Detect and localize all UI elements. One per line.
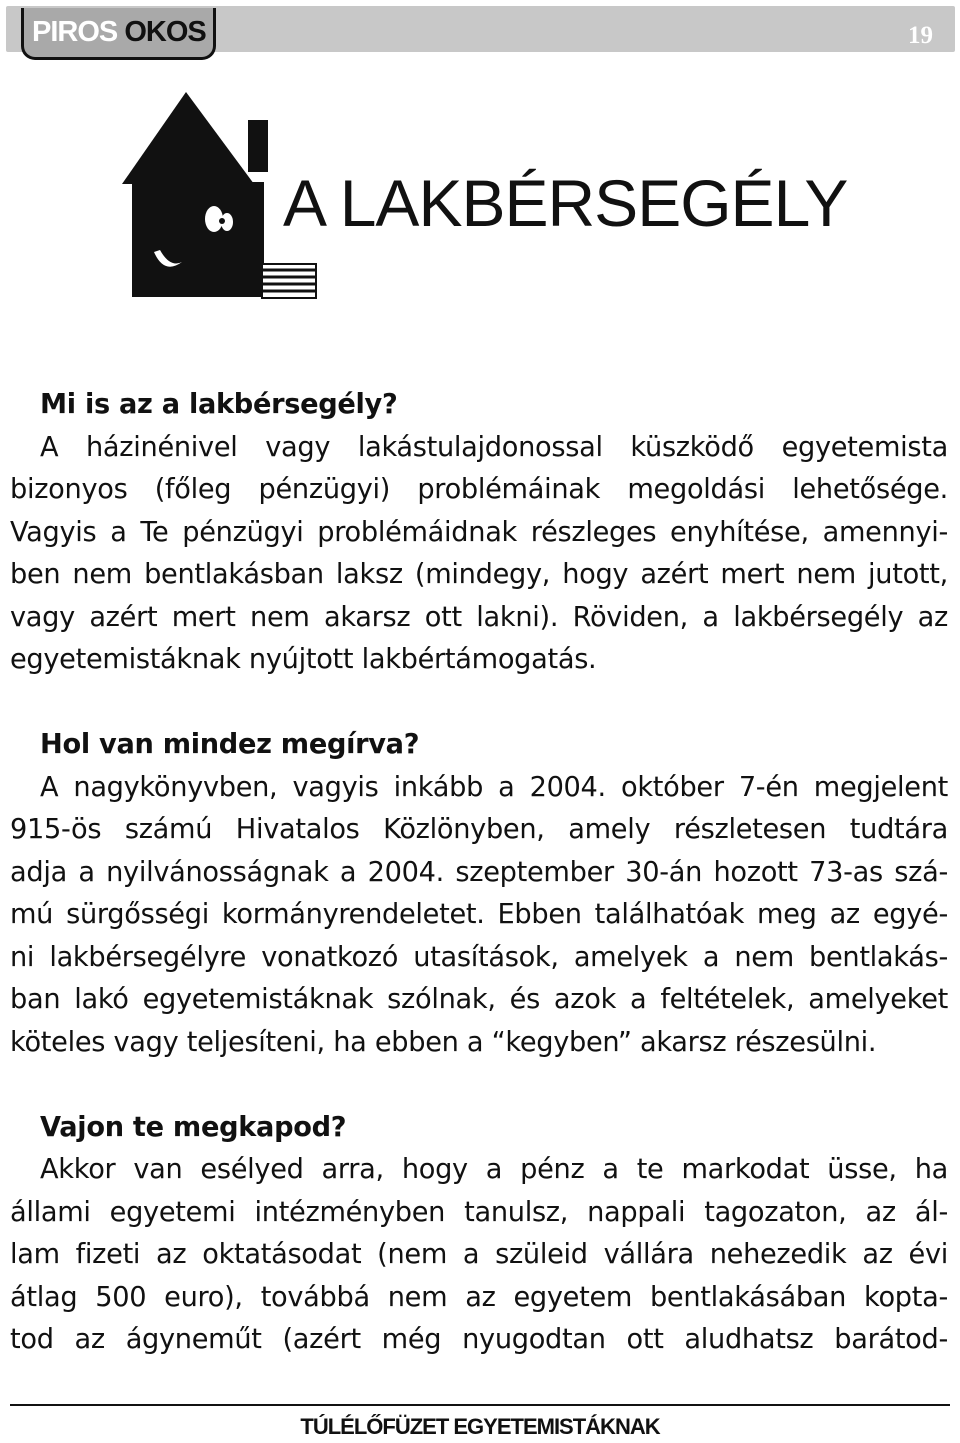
- brand-logo-text: [32, 18, 206, 47]
- footer-divider: [10, 1404, 950, 1406]
- section-eligibility: [10, 1107, 948, 1362]
- section-where-written: [10, 724, 948, 1064]
- paragraph-line: bizonyos (főleg pénzügyi) problémáinak megoldási lehetősége.: [10, 474, 948, 505]
- page-title: A LAKBÉRSEGÉLY: [283, 166, 848, 240]
- section-heading: Mi is az a lakbérsegély?: [40, 389, 398, 420]
- paragraph-line: tod az ágyneműt (azért még nyugodtan ott aludhatsz barátod-: [10, 1324, 948, 1355]
- footer-title: TÚLÉLŐFÜZET EGYETEMISTÁKNAK: [300, 1414, 660, 1439]
- paragraph-line: mú sürgősségi kormányrendeletet. Ebben találhatóak meg az egyé-: [10, 899, 948, 930]
- paragraph-line: adja a nyilvánosságnak a 2004. szeptember 30-án hozott 73-as szá-: [10, 856, 948, 888]
- section-heading: Hol van mindez megírva?: [40, 729, 420, 760]
- header-bar: [6, 6, 955, 52]
- paragraph-line: köteles vagy teljesíteni, ha ebben a “kegyben” akarsz részesülni.: [10, 1026, 877, 1058]
- paragraph-line: 915-ös számú Hivatalos Közlönyben, amely részletesen tudtára: [10, 814, 948, 845]
- page-number: 19: [908, 22, 933, 49]
- paragraph-line: vagy azért mert nem akarsz ott lakni). Röviden, a lakbérsegély az: [10, 601, 948, 633]
- paragraph-line: Akkor van esélyed arra, hogy a pénz a te markodat üsse, ha: [40, 1154, 948, 1185]
- brand-word-2: OKOS: [124, 16, 206, 48]
- paragraph-line: lam fizeti az oktatásodat (nem a szüleid vállára nehezedik az évi: [10, 1239, 948, 1270]
- section-what-is: [10, 384, 948, 682]
- article-body: [10, 384, 948, 1362]
- brand-word-1: PIROS: [32, 16, 118, 48]
- paragraph-line: Vagyis a Te pénzügyi problémáidnak részleges enyhítése, amennyi-: [10, 516, 948, 548]
- paragraph-line: ni lakbérsegélyre vonatkozó utasítások, amelyek a nem bentlakás-: [10, 941, 948, 973]
- paragraph-line: A házinénivel vagy lakástulajdonossal küszködő egyetemista: [40, 431, 948, 463]
- paragraph-line: ben nem bentlakásban laksz (mindegy, hogy azért mert nem jutott,: [10, 559, 948, 590]
- paragraph-line: ban lakó egyetemistáknak szólnak, és azok a feltételek, amelyeket: [10, 984, 948, 1015]
- paragraph-line: A nagykönyvben, vagyis inkább a 2004. október 7-én megjelent: [40, 771, 948, 803]
- paragraph-line: átlag 500 euro), továbbá nem az egyetem bentlakásában kopta-: [10, 1281, 948, 1313]
- section-heading: Vajon te megkapod?: [40, 1111, 347, 1143]
- paragraph-line: egyetemistáknak nyújtott lakbértámogatás.: [10, 644, 597, 675]
- paragraph-line: állami egyetemi intézményben tanulsz, nappali tagozaton, az ál-: [10, 1196, 948, 1228]
